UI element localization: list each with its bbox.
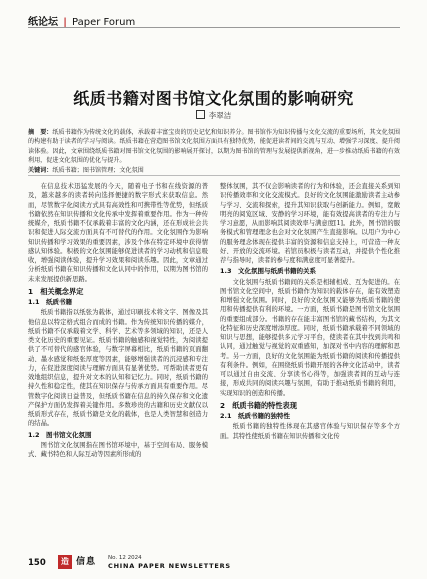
article-title: 纸质书籍对图书馆文化氛围的影响研究: [73, 89, 354, 108]
right-column: [220, 182, 400, 441]
subsection-heading-1-2: 1.2 图书馆文化氛围: [28, 430, 92, 439]
header-separator: |: [63, 17, 67, 28]
header-subtitle: Paper Forum: [72, 17, 136, 28]
article-author-line: [0, 110, 427, 121]
header-rule: [28, 27, 400, 28]
keywords-text: 纸质书籍；图书馆管理；文化氛围: [52, 167, 144, 175]
journal-issue: No. 12 2024: [108, 555, 142, 561]
paragraph-1-2: 图书馆文化氛围指在图书馆环境中，基于空间布局、服务模式、藏书特色和人际互动等因素所形成的: [28, 441, 208, 458]
abstract-label: 摘 要：: [28, 129, 53, 136]
abstract-block: [28, 128, 400, 175]
journal-name: CHINA PAPER NEWSLETTERS: [108, 562, 231, 570]
section-heading-2: 2 纸质书籍的特性表现: [220, 400, 297, 410]
journal-logo-icon: 造: [58, 555, 72, 569]
keywords-label: 关键词：: [28, 167, 53, 175]
paragraph-1-2-continued: 整体氛围，其不仅会影响读者的行为和体验，还会直接关系到知识传播效率和文化交流模式。良好的文化氛围能激励读者主动参与学习、交流和探索，提升其知识获取与创新能力。例如，宽敞明亮的阅览区域、安静的学习环境，能有效提高读者的专注力与学习意愿，从而影响其阅读效率与满意度[1]。此外，图书馆的服务模式和管理理念也会对文化氛围产生直接影响。以用户为中心的服务理念体现在提供丰富的资源和信息支持上，可营造一种友好、开放的交流环境。若馆员积极与读者互动，并提供个性化推荐与指导时，读者的参与度和满意度可显著提升。: [220, 183, 400, 264]
paragraph-2-1: 纸质书籍的独特性体现在其感官体验与知识保存等多个方面。其特性使纸质书籍在知识传播和文化传: [220, 423, 400, 440]
subsection-heading-2-1: 2.1 纸质书籍的独特性: [220, 412, 291, 420]
subsection-heading-1-1: 1.1 纸质书籍: [28, 298, 73, 306]
running-header: [28, 13, 135, 28]
abstract-text: 纸质书籍作为传统文化的载体，承载着丰富宝贵的历史记忆和知识养分。图书馆作为知识传播与文化交流的重要场所，其文化氛围的构建有助于读者的学习与阅读。纸质书籍在营造图书馆文化氛围方面具有独特优势，能促进读者间的交流与互动、增强学习深度、提升阅读体验。因此，文章围绕纸质书籍对图书馆文化氛围的影响展开探讨，以期为图书馆的管理与发展提供新视角，进一步推动纸质书籍的有效利用，促进文化氛围的优化与提升。: [28, 129, 401, 164]
subsection-heading-1-3: 1.3 文化氛围与纸质书籍的关系: [220, 267, 317, 276]
section-heading-1: 1 相关概念界定: [28, 286, 84, 296]
abstract-rule: [28, 175, 400, 176]
journal-brand: 信息: [76, 557, 97, 567]
page-number: 150: [28, 558, 46, 568]
author-box-icon: [196, 110, 205, 119]
abstract: [28, 128, 400, 165]
header-section: 纸论坛: [28, 17, 58, 28]
paragraph-1-1: 纸质书籍指以纸张为载体，通过印刷技术将文字、图像及其他信息以特定格式组合而成的书籍。作为传统知识传播的媒介，纸质书籍不仅承载着文学、科学、艺术等多领域的知识，还是人类文化历史的重要见证。纸质书籍的触感和视觉特性，为阅读提供了不可替代的感官体验，与数字屏幕相比，纸质书籍的页面翻动、墨水感觉和纸张厚度等因素，能够增强读者的沉浸感和专注力，在促进深度阅读与理解方面具有显著优势。可帮助读者更有效地组织信息，提升对文本的认知和记忆力。同时，纸质书籍的持久性和稳定性，使其在知识保存与传承方面具有重要作用。尽管数字化阅读日益普及，但纸质书籍在信息的持久保存和文化遗产保护方面仍发挥着关键作用。多数珍贵的古籍和历史文献仅以纸质形式存在，纸质书籍是文化的载体，也是人类智慧和创造力的结晶。: [28, 309, 208, 428]
paragraph-1-3: 文化氛围与纸质书籍间的关系是相辅相成、互为促进的。在图书馆文化空间中，纸质书籍作为知识的载体存在，能有效塑造和增强文化氛围。同时，良好的文化氛围又能够为纸质书籍的使用和传播提供有利的环境。一方面，纸质书籍是图书馆文化氛围的重要组成部分。书籍的存在能丰富图书馆的藏书结构，为其文化特征和历史深度增添厚度。同时，纸质书籍承载着不同领域的知识与思想，能够提供多元学习平台，使读者在其中找到共鸣和认同，通过触觉与视觉的双重感知，加深对书中内容的理解和思考。另一方面，良好的文化氛围能为纸质书籍的阅读和传播提供有利条件。例如，在围绕纸质书籍开展的各种文化活动中，读者可以通过自由交流、分享读书心得等，加强读者间的互动与连接，形成共同的阅读兴趣与氛围，有助于推动纸质书籍的利用，实现知识的创造和传播。: [220, 278, 400, 397]
left-column: [28, 182, 208, 459]
article-author: 李翠洁: [208, 111, 232, 120]
page-footer: [28, 555, 400, 571]
intro-paragraph: 在信息技术迅猛发展的今天，随着电子书和在线资源的普及，越来越多的读者转向选择便捷的数字形式来获取信息。然而，尽管数字化阅读方式具有高效性和可携带性等优势，但纸质书籍依然在知识传播和文化传承中发挥着重要作用。作为一种传统媒介，纸质书籍不仅承载着丰富的文化内涵，还在形成社会共识和促进人际交流方面具有不可替代的作用。文化氛围作为影响知识传播和学习效果的重要因素，涉及个体在特定环境中获得情感认知体验。积极的文化氛围能够促进读者的学习动机和信息吸收，增强阅读体验，提升学习效果和阅读乐趣。因此，文章通过分析纸质书籍在知识传播和文化认同中的作用，以期为图书馆的未来发展提供新思路。: [28, 183, 208, 283]
